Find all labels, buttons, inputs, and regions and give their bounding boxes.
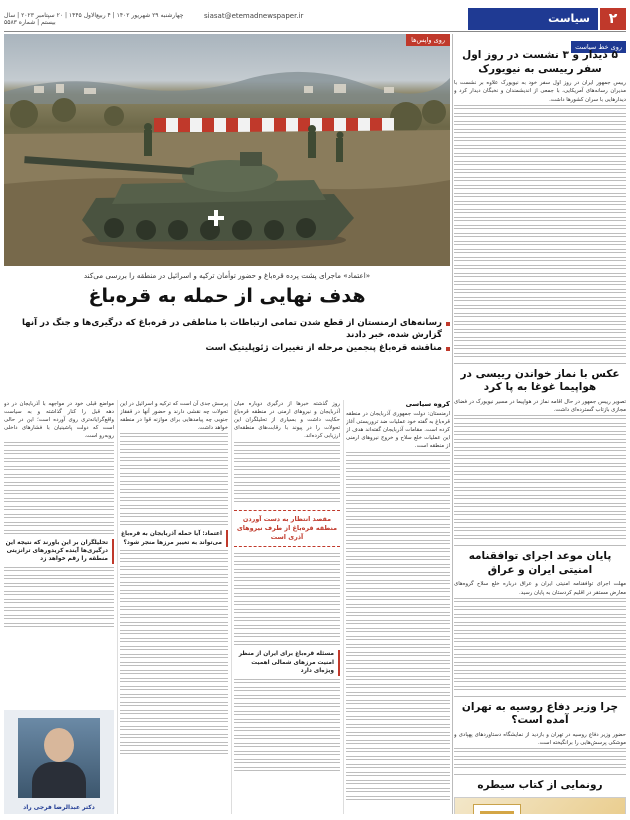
story1-lead: رییس جمهور ایران در روز اول سفر خود به نیویورک علاوه بر نشست با مدیران رسانه‌های آمریکایی، با جمعی از اندیشمندان و نخبگان دیدار کرد و دیدارهایی با سران کشورها داشت. <box>454 80 626 103</box>
highlight-line: تحلیلگران بر این باورند که نتیجه این درگیری‌ها آینده کریدورهای ترانزیتی منطقه را رقم خواهد زد <box>4 539 114 564</box>
body-column-1 <box>346 400 450 814</box>
column-rule <box>117 400 118 814</box>
column1-paragraph: ارمنستان: دولت جمهوری آذربایجان در منطقه قره‌باغ به گفته خود عملیات ضد تروریستی آغاز کرده است. مقامات آذربایجان گفته‌اند هدف از این عملیات خلع سلاح و خروج نیروهای ارمنی از منطقه است. <box>346 411 450 450</box>
story2-body <box>454 398 626 541</box>
tank-scene-illustration <box>4 34 450 266</box>
page-header <box>4 8 626 30</box>
column2-text <box>234 400 340 504</box>
main-kicker: روی واپس‌ها <box>406 34 450 46</box>
right-column <box>454 34 626 814</box>
headline-bullets <box>4 318 450 357</box>
section-label[interactable]: سیاست <box>468 8 598 30</box>
page-number: ۲ <box>600 8 626 30</box>
story3-title[interactable]: پایان موعد اجرای توافقنامه امنیتی ایران و عراق <box>468 550 612 576</box>
column3-text <box>120 400 228 527</box>
right-kicker: روی خط سیاست <box>571 41 626 53</box>
story4-title[interactable]: چرا وزیر دفاع روسیه به تهران آمده است؟ <box>461 700 619 727</box>
story5-title[interactable]: رونمایی از کتاب سیطره <box>477 779 603 792</box>
story4-body <box>454 731 626 770</box>
story3-body <box>454 580 626 691</box>
header-rule <box>4 31 626 32</box>
main-body <box>4 400 450 814</box>
section-email[interactable]: siasat@etemadnewspaper.ir <box>204 12 304 20</box>
story2-lead: تصویر رییس جمهور در حال اقامه نماز در هواپیما در مسیر نیویورک در فضای مجازی بازتاب گسترده‌ای داشت. <box>454 398 626 413</box>
column2-more <box>234 553 340 647</box>
main-headline[interactable]: هدف نهایی از حمله به قره‌باغ <box>88 285 366 307</box>
column2-paragraph: روز گذشته خبرها از درگیری دوباره میان آذربایجان و نیروهای ارمنی در منطقه قره‌باغ حکایت داشت و بسیاری از تحلیلگران این تحولات را در پیوند با رقابت‌های منطقه‌ای ارزیابی کرده‌اند. <box>234 401 340 440</box>
bullet-item: مناقشه قره‌باغ پنجمین مرحله از تغییرات ژئوپلیتیک است <box>4 343 450 355</box>
body-column-3 <box>120 400 228 814</box>
book-cover-image <box>473 804 521 814</box>
highlight-line: مسئله قره‌باغ برای ایران از منظر امنیت مرزهای شمالی اهمیت ویژه‌ای دارد <box>234 650 340 675</box>
column4-paragraph: مواضع قبلی خود در مواجهه با آذربایجان در دو دهه قبل را کنار گذاشته و به سیاست واقع‌گرایانه‌تری روی آورده است؛ این در حالی است که دولت پاشینیان با فشارهای داخلی روبه‌رو است. <box>4 401 114 440</box>
main-story <box>4 34 450 814</box>
story1-title[interactable]: ۵ دیدار و ۳ نشست در روز اول سفر رییسی به نیویورک <box>462 49 618 75</box>
column1-text <box>346 410 450 802</box>
tank-photo <box>4 34 450 266</box>
author-box <box>4 710 114 814</box>
story4-lead: حضور وزیر دفاع روسیه در تهران و بازدید از نمایشگاه دستاوردهای پهپادی و موشکی پرسش‌هایی را برانگیخته است. <box>454 731 626 746</box>
author-photo <box>18 718 100 798</box>
pull-quote: مقصد انتظار به دست آوردن منطقه قره‌باغ از طرف نیروهای آذری است <box>234 510 340 548</box>
column-divider <box>452 34 453 814</box>
story3-lead: مهلت اجرای توافقنامه امنیتی ایران و عراق درباره خلع سلاح گروه‌های معارض مستقر در اقلیم کردستان به پایان رسید. <box>454 581 626 596</box>
photo-caption: «اعتماد» ماجرای پشت پرده قره‌باغ و حضور توأمان ترکیه و اسرائیل در منطقه را بررسی می‌کند <box>83 271 371 280</box>
body-column-2 <box>234 400 340 814</box>
author-name: دکتر عبدالرضا فرجی راد <box>23 804 95 811</box>
column-rule <box>231 400 232 814</box>
byline: کروه سیاسی <box>405 400 450 408</box>
dateline: چهارشنبه ۲۹ شهریور ۱۴۰۲ | ۴ ربیع‌الاول ۱۴۴۵ | ۲۰ سپتامبر ۲۰۲۳ | سال بیستم | شماره ۵۵۸۳ <box>4 12 184 26</box>
column4-text <box>4 400 114 536</box>
bullet-item: رسانه‌های ارمنستان از قطع شدن تمامی ارتباطات با مناطقی در قره‌باغ که درگیری‌ها و جنگ در آنها گزارش شده، خبر دادند <box>4 318 450 341</box>
column3-paragraph: پرسش جدی آن است که ترکیه و اسرائیل در این تحولات چه نقشی دارند و حضور آنها در قفقاز جنوبی چه پیامدهایی برای موازنه قوا در منطقه خواهد داشت. <box>120 401 228 432</box>
body-column-4 <box>4 400 114 814</box>
book-ad[interactable] <box>454 797 626 814</box>
highlight-line: اعتماد: آیا حمله آذربایجان به قره‌باغ می‌تواند به تغییر مرزها منجر شود؟ <box>120 530 228 547</box>
story2-title[interactable]: عکس با نماز خواندن رییسی در هواپیما غوغا به پا کرد <box>460 367 620 394</box>
column-rule <box>343 400 344 814</box>
column2-end <box>234 679 340 773</box>
column3-more <box>120 550 228 756</box>
column4-more <box>4 567 114 629</box>
story1-body <box>454 79 626 358</box>
